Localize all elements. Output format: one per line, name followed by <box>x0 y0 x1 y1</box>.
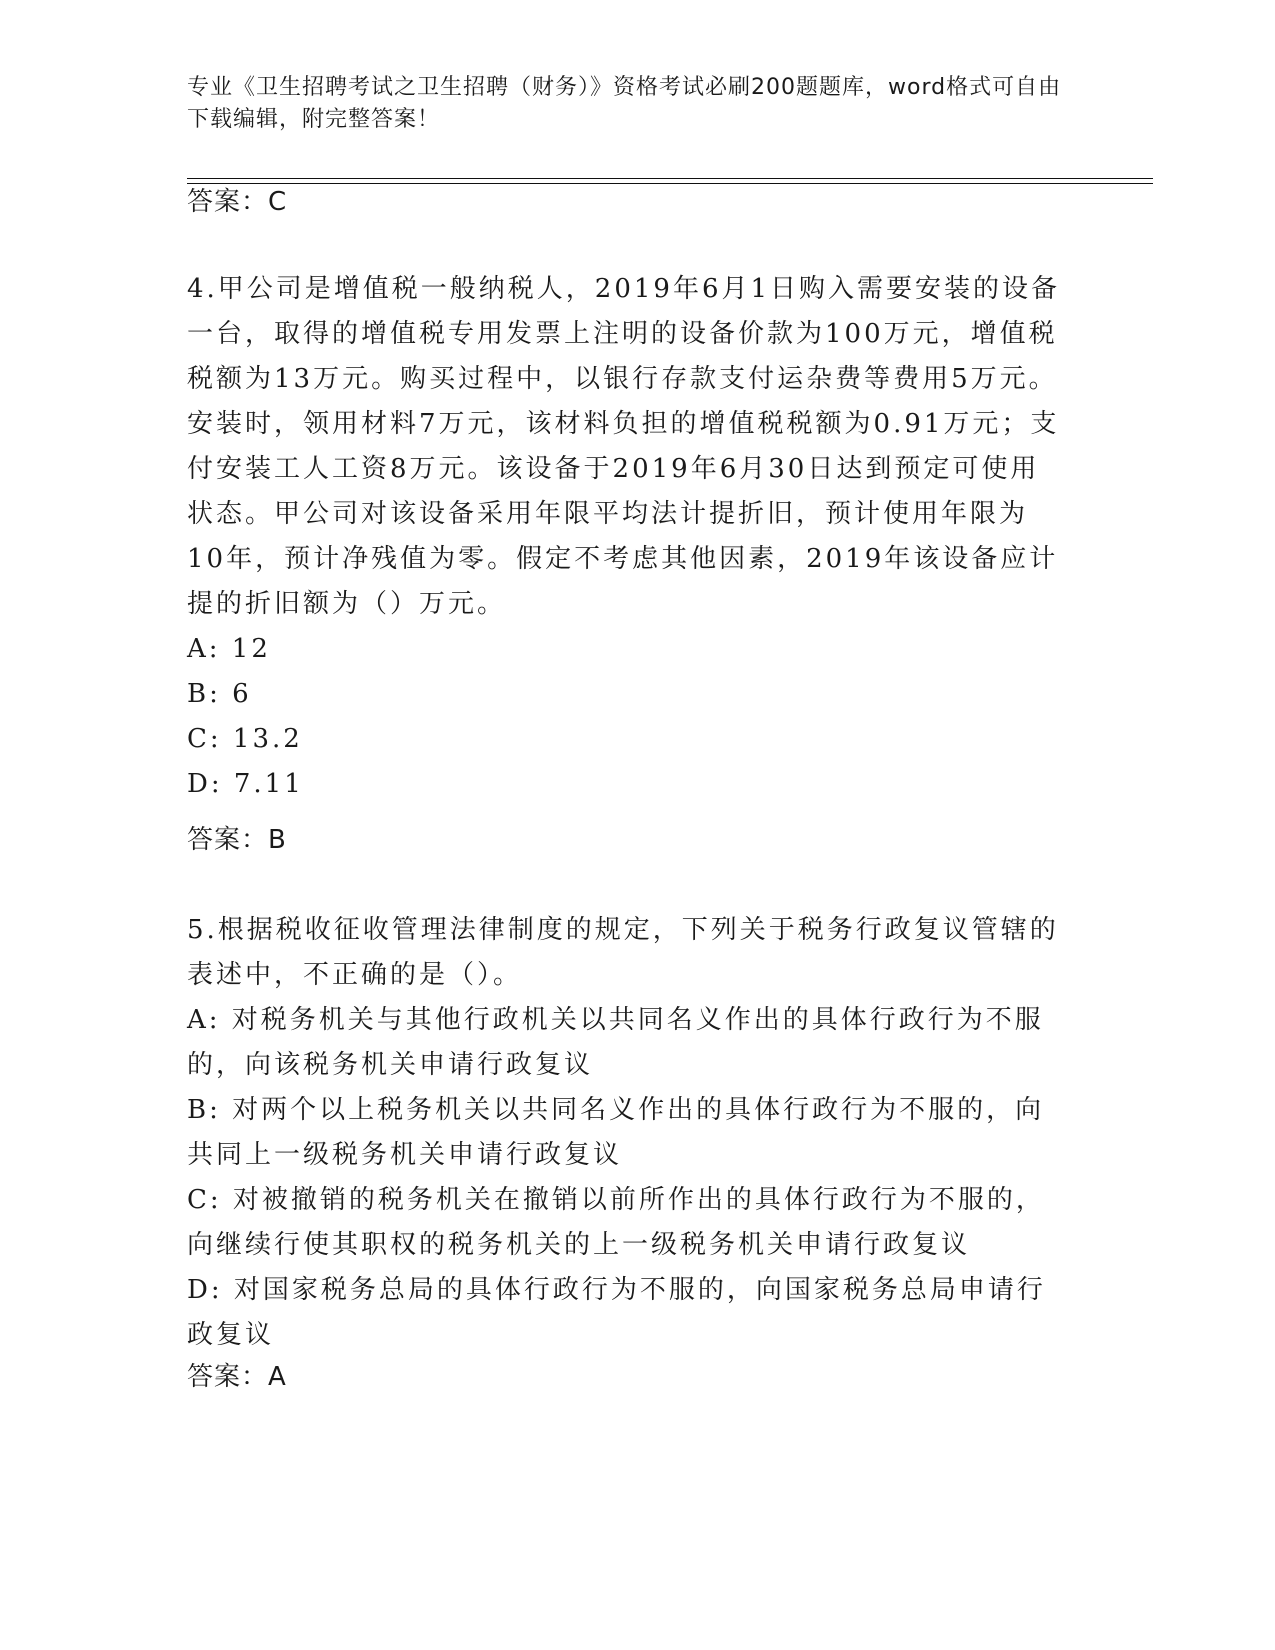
document-header: 专业《卫生招聘考试之卫生招聘（财务）》资格考试必刷200题题库，word格式可自由下载编辑，附完整答案！ <box>187 75 1062 132</box>
question-4-answer: 答案：B <box>187 825 287 855</box>
question-5-option-b: B: 对两个以上税务机关以共同名义作出的具体行政行为不服的，向共同上一级税务机关申请行政复议 <box>187 1095 1045 1170</box>
question-5-option-a: A: 对税务机关与其他行政机关以共同名义作出的具体行政行为不服的，向该税务机关申请行政复议 <box>187 1005 1044 1080</box>
question-4-option-b: B: 6 <box>187 679 252 709</box>
question-4-stem: 4.甲公司是增值税一般纳税人，2019年6月1日购入需要安装的设备一台，取得的增值税专用发票上注明的设备价款为100万元，增值税税额为13万元。购买过程中，以银行存款支付运杂费等费用5万元。安装时，领用材料7万元，该材料负担的增值税税额为0.91万元；支付安装工人工资8万元。该设备于2019年6月30日达到预定可使用状态。甲公司对该设备采用年限平均法计提折旧，预计使用年限为10年，预计净残值为零。假定不考虑其他因素，2019年该设备应计提的折旧额为（）万元。 <box>187 274 1061 619</box>
question-5-answer: 答案：A <box>187 1362 287 1392</box>
question-5-option-d: D: 对国家税务总局的具体行政行为不服的，向国家税务总局申请行政复议 <box>187 1275 1046 1350</box>
header-divider-top <box>187 178 1153 179</box>
question-5-stem: 5.根据税收征收管理法律制度的规定，下列关于税务行政复议管辖的表述中，不正确的是（）。 <box>187 915 1059 990</box>
question-5-option-c: C: 对被撤销的税务机关在撤销以前所作出的具体行政行为不服的，向继续行使其职权的税务机关的上一级税务机关申请行政复议 <box>187 1185 1045 1260</box>
question-5 <box>187 908 1067 1358</box>
question-4 <box>187 267 1067 807</box>
header-divider-bottom <box>187 183 1153 184</box>
question-4-option-a: A: 12 <box>187 634 271 664</box>
question-4-option-d: D: 7.11 <box>187 769 304 799</box>
question-4-option-c: C: 13.2 <box>187 724 303 754</box>
answer-line-previous: 答案：C <box>187 187 288 217</box>
